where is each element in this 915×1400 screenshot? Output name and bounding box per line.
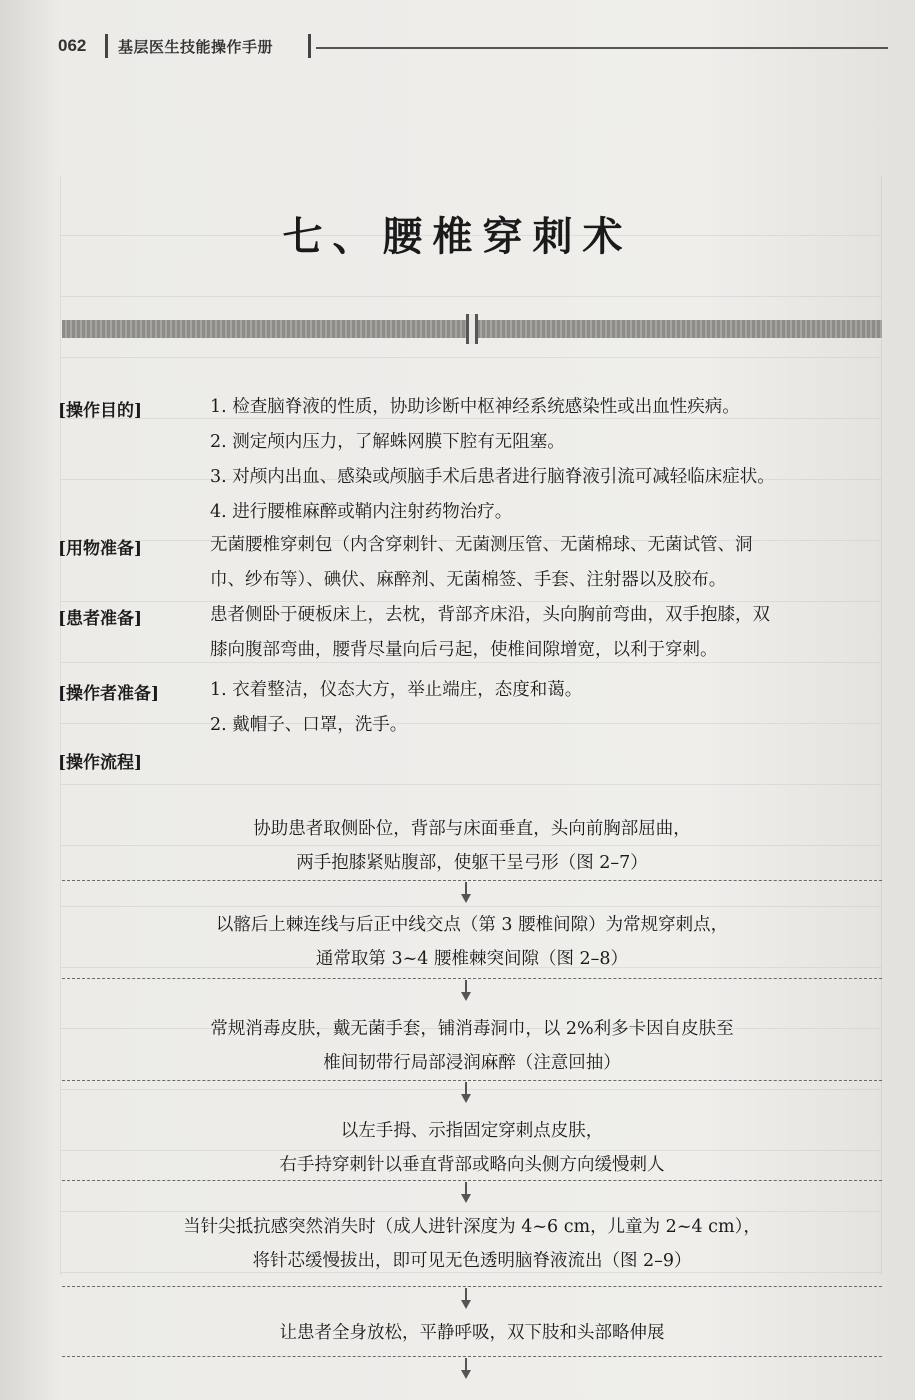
body-line: 1. 检查脑脊液的性质，协助诊断中枢神经系统感染性或出血性疾病。 (210, 397, 740, 417)
body-line: 2. 戴帽子、口罩，洗手。 (210, 715, 408, 735)
down-arrow-icon (459, 1182, 473, 1203)
down-arrow-icon (459, 882, 473, 903)
down-arrow-icon (459, 1082, 473, 1103)
flow-step (62, 1316, 882, 1350)
flow-divider (62, 1180, 882, 1181)
flow-step (62, 812, 882, 880)
running-header (58, 30, 888, 64)
flow-line: 以髂后上棘连线与后正中线交点（第 3 腰椎间隙）为常规穿刺点， (215, 915, 729, 935)
section-label: [操作目的] (58, 401, 143, 421)
section-label: [患者准备] (58, 609, 143, 629)
body-line: 3. 对颅内出血、感染或颅脑手术后患者进行脑脊液引流可减轻临床症状。 (210, 467, 775, 487)
section-label: [用物准备] (58, 539, 143, 559)
flow-step (62, 1114, 882, 1182)
title-rule-ornament (466, 314, 478, 344)
section-body (210, 673, 890, 743)
header-divider (105, 34, 108, 58)
flow-line: 当针尖抵抗感突然消失时（成人进针深度为 4~6 cm，儿童为 2~4 cm）， (183, 1217, 761, 1237)
flow-line: 协助患者取侧卧位，背部与床面垂直，头向前胸部屈曲， (253, 819, 691, 839)
body-line: 1. 衣着整洁，仪态大方，举止端庄，态度和蔼。 (210, 680, 583, 700)
flow-divider (62, 880, 882, 881)
body-line: 巾、纱布等）、碘伏、麻醉剂、无菌棉签、手套、注射器以及胶布。 (210, 570, 727, 590)
header-divider (308, 34, 311, 58)
flow-line: 将针芯缓慢拔出，即可见无色透明脑脊液流出（图 2–9） (252, 1251, 692, 1271)
body-line: 2. 测定颅内压力，了解蛛网膜下腔有无阻塞。 (210, 432, 565, 452)
section-body (210, 528, 890, 598)
body-line: 4. 进行腰椎麻醉或鞘内注射药物治疗。 (210, 502, 513, 522)
body-line: 膝向腹部弯曲，腰背尽量向后弓起，使椎间隙增宽，以利于穿刺。 (210, 640, 718, 660)
section-label: [操作流程] (58, 753, 143, 773)
flow-line: 两手抱膝紧贴腹部，使躯干呈弓形（图 2–7） (296, 853, 648, 873)
flow-step (62, 908, 882, 976)
chapter-title: 七、腰椎穿刺术 (282, 213, 633, 260)
flow-line: 常规消毒皮肤，戴无菌手套，铺消毒洞巾，以 2%利多卡因自皮肤至 (210, 1019, 734, 1039)
page-number: 062 (58, 36, 87, 55)
flow-divider (62, 1080, 882, 1081)
section-body (210, 598, 890, 668)
down-arrow-icon (459, 1358, 473, 1379)
flow-step (62, 1210, 882, 1278)
down-arrow-icon (459, 1288, 473, 1309)
flow-line: 椎间韧带行局部浸润麻醉（注意回抽） (323, 1053, 621, 1073)
body-line: 患者侧卧于硬板床上，去枕，背部齐床沿，头向胸前弯曲，双手抱膝，双 (210, 605, 770, 625)
body-line: 无菌腰椎穿刺包（内含穿刺针、无菌测压管、无菌棉球、无菌试管、洞 (210, 535, 753, 555)
flow-step (62, 1012, 882, 1080)
header-rule (316, 47, 888, 49)
section-label: [操作者准备] (58, 684, 160, 704)
flow-line: 右手持穿刺针以垂直背部或略向头侧方向缓慢刺人 (279, 1155, 665, 1175)
section-body (210, 390, 890, 530)
running-title: 基层医生技能操作手册 (118, 38, 274, 56)
flow-divider (62, 1286, 882, 1287)
flow-line: 通常取第 3~4 腰椎棘突间隙（图 2–8） (315, 949, 629, 969)
flow-divider (62, 978, 882, 979)
flow-line: 让患者全身放松，平静呼吸，双下肢和头部略伸展 (279, 1323, 665, 1343)
down-arrow-icon (459, 980, 473, 1001)
flow-divider (62, 1356, 882, 1357)
flow-line: 以左手拇、示指固定穿刺点皮肤， (340, 1121, 604, 1141)
